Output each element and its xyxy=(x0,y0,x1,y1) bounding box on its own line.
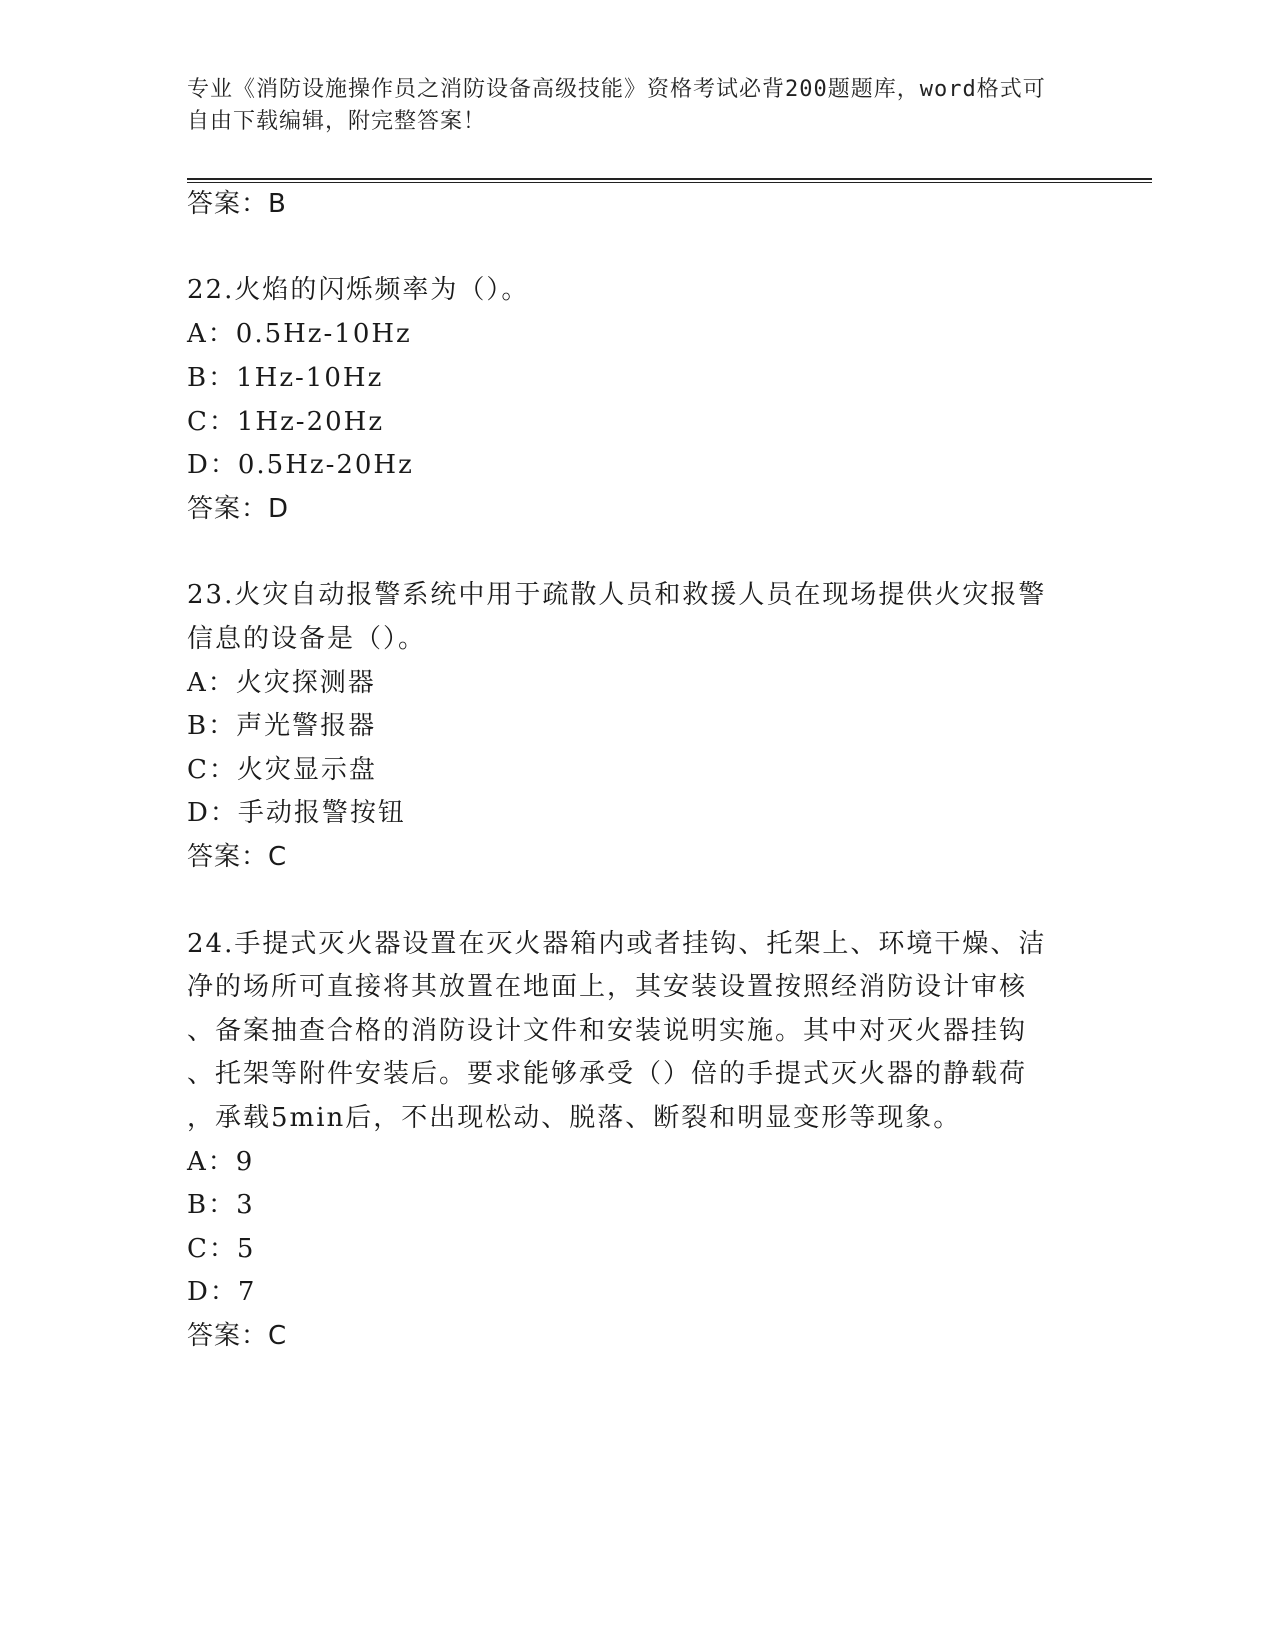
question-22-option-b: B：1Hz-10Hz xyxy=(187,363,384,393)
document-header: 专业《消防设施操作员之消防设备高级技能》资格考试必背200题题库，word格式可自由下载编辑，附完整答案！ xyxy=(187,77,1046,134)
question-24-stem-line-5: ，承载5min后，不出现松动、脱落、断裂和明显变形等现象。 xyxy=(187,1103,962,1133)
question-24-option-b: B：3 xyxy=(187,1190,255,1220)
question-22-option-d: D：0.5Hz-20Hz xyxy=(187,450,414,480)
question-24-stem-line-1: 24.手提式灭火器设置在灭火器箱内或者挂钩、托架上、环境干燥、洁 xyxy=(187,929,1047,959)
question-23-answer: 答案：C xyxy=(187,842,288,872)
question-24-answer: 答案：C xyxy=(187,1321,288,1351)
question-24-option-a: A：9 xyxy=(187,1147,255,1177)
question-23-stem-line-1: 23.火灾自动报警系统中用于疏散人员和救援人员在现场提供火灾报警 xyxy=(187,580,1047,610)
question-24-option-d: D：7 xyxy=(187,1277,257,1307)
question-23-option-a: A：火灾探测器 xyxy=(187,668,376,698)
question-22-stem: 22.火焰的闪烁频率为（）。 xyxy=(187,275,530,305)
question-24-stem-line-2: 净的场所可直接将其放置在地面上，其安装设置按照经消防设计审核 xyxy=(187,972,1028,1002)
question-22-answer: 答案：D xyxy=(187,494,290,524)
question-22-option-a: A：0.5Hz-10Hz xyxy=(187,319,412,349)
header-divider xyxy=(187,178,1152,183)
question-24-stem-line-4: 、托架等附件安装后。要求能够承受（）倍的手提式灭火器的静载荷 xyxy=(187,1059,1028,1089)
previous-answer: 答案：B xyxy=(187,189,287,219)
question-23-option-c: C：火灾显示盘 xyxy=(187,755,377,785)
question-22-option-c: C：1Hz-20Hz xyxy=(187,407,385,437)
question-23-option-b: B：声光警报器 xyxy=(187,711,377,741)
question-24-stem-line-3: 、备案抽查合格的消防设计文件和安装说明实施。其中对灭火器挂钩 xyxy=(187,1016,1028,1046)
question-23-option-d: D：手动报警按钮 xyxy=(187,798,406,828)
question-24-option-c: C：5 xyxy=(187,1234,256,1264)
question-23-stem-line-2: 信息的设备是（）。 xyxy=(187,624,427,654)
